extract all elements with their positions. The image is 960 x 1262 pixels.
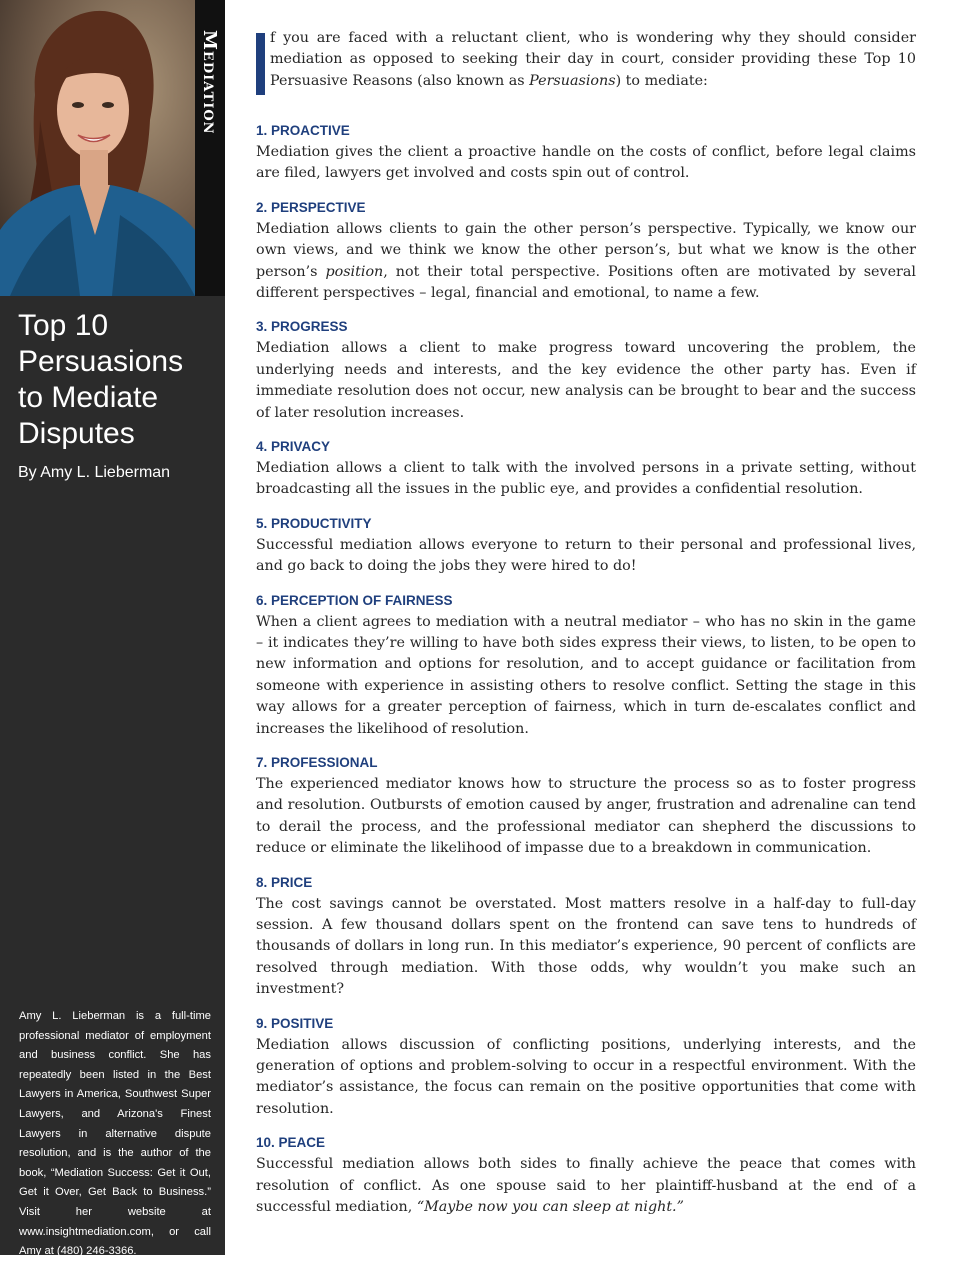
intro-text: f you are faced with a reluctant client, who is wondering why they should consider mediation as opposed to seeking their day in court, consider providing these Top 10 Persuasive Reasons (also known as: [270, 30, 916, 89]
author-bio: Amy L. Lieberman is a full-time professional mediator of employment and business conflict. She has repeatedly been listed in the Best Lawyers in America, Southwest Super Lawyers, and Arizona's Finest Lawyers in alternative dispute resolution, and is the author of the book, “Mediation Success: Get it Out, Get it Over, Get Back to Business.” Visit her website at www.insightmediation.com, or call Amy at (480) 246-3366.: [19, 1010, 211, 1258]
reason-heading: 6. PERCEPTION OF FAIRNESS: [256, 592, 453, 608]
portrait-illustration: [0, 0, 195, 296]
reason-heading: 5. PRODUCTIVITY: [256, 515, 372, 531]
reason-7: [256, 754, 916, 860]
reason-6: [256, 592, 916, 740]
reason-text: Successful mediation allows everyone to return to their personal and professional lives, and go back to doing the jobs they were hired to do!: [256, 536, 916, 575]
left-sidebar: [0, 0, 225, 1258]
section-label: Mediation: [199, 30, 220, 135]
reason-heading: 10. PEACE: [256, 1135, 326, 1151]
reason-text: When a client agrees to mediation with a neutral mediator – who has no skin in the game – it indicates they’re willing to have both sides express their views, to listen, to be open to new information and options for resolution, and to accept guidance or facilitation from someone with experience in assisting others to resolve conflict. Setting the stage in this way allows for a greater perception of fairness, which in turn de-escalates conflict and increases the likelihood of resolution.: [256, 613, 916, 737]
reason-italic: position: [325, 263, 384, 280]
reason-5: [256, 515, 916, 578]
intro-text-end: ) to mediate:: [615, 72, 708, 89]
reason-quote: “Maybe now you can sleep at night.”: [416, 1199, 684, 1216]
reason-text: Mediation gives the client a proactive handle on the costs of conflict, before legal claims are filed, lawyers get involved and costs spin out of control.: [256, 143, 916, 182]
reason-text: Mediation allows a client to talk with the involved persons in a private setting, without broadcasting all the issues in the public eye, and provides a confidential resolution.: [256, 459, 916, 498]
reason-heading: 9. POSITIVE: [256, 1015, 334, 1031]
title-line: Top 10: [18, 309, 109, 342]
reason-text-b: , not their total perspective. Positions often are motivated by several different perspectives – legal, financial and emotional, to name a few.: [256, 263, 916, 301]
author-portrait: [0, 0, 195, 296]
reason-heading: 4. PRIVACY: [256, 438, 331, 454]
reason-heading: 1. PROACTIVE: [256, 122, 350, 138]
article-body: [256, 28, 916, 1233]
section-tab: [195, 0, 225, 296]
reason-heading: 7. PROFESSIONAL: [256, 755, 378, 771]
reason-text: [256, 1154, 916, 1218]
reason-text: The cost savings cannot be overstated. Most matters resolve in a half-day to full-day session. A few thousand dollars spent on the frontend can save tens to hundreds of thousands of dollars in long run. In this mediator’s experience, 90 percent of conflicts are resolved through mediation. With those odds, why wouldn’t you make such an investment?: [256, 895, 916, 998]
reason-text: The experienced mediator knows how to structure the process so as to foster progress and resolution. Outbursts of emotion caused by anger, frustration and adrenaline can tend to derail the process, and the professional mediator can shepherd the discussions to reduce or eliminate the likelihood of impasse due to a breakdown in communication.: [256, 776, 916, 857]
reason-heading: 2. PERSPECTIVE: [256, 199, 366, 215]
reason-heading: 3. PROGRESS: [256, 319, 348, 335]
intro-italic: Persuasions: [529, 72, 616, 89]
reason-text-a: Successful mediation allows both sides to finally achieve the peace that comes with resolution of conflict. As one spouse said to her plaintiff-husband at the end of a successful mediation,: [256, 1156, 916, 1216]
reason-text: Mediation allows discussion of conflicting positions, underlying interests, and the generation of options and problem-solving to occur in a respectful environment. With the mediator’s assistance, the focus can remain on the positive opportunities that come with resolution.: [256, 1036, 916, 1117]
title-line: to Mediate: [18, 381, 159, 414]
intro-paragraph: [256, 28, 916, 92]
article-title: [18, 308, 218, 452]
reason-1: [256, 122, 916, 185]
reason-4: [256, 438, 916, 501]
reason-text-a: Mediation allows clients to gain the other person’s perspective. Typically, we know our own views, and we think we know the other person’s, but what we know is the other person’s: [256, 220, 916, 280]
reason-text: Mediation allows a client to make progress toward uncovering the problem, the underlying needs and interests, and the key evidence the other party has. Even if immediate resolution does not occur, new analysis can be brought to bear and the success of later resolution increases.: [256, 340, 916, 421]
reason-9: [256, 1015, 916, 1121]
byline: By Amy L. Lieberman: [18, 464, 171, 481]
title-line: Disputes: [18, 417, 135, 450]
reason-8: [256, 874, 916, 1001]
title-line: Persuasions: [18, 345, 184, 378]
reason-text: [256, 219, 916, 305]
reason-2: [256, 199, 916, 305]
reason-heading: 8. PRICE: [256, 874, 313, 890]
reason-3: [256, 318, 916, 424]
dropcap-bar: [256, 33, 265, 95]
reason-10: [256, 1134, 916, 1218]
